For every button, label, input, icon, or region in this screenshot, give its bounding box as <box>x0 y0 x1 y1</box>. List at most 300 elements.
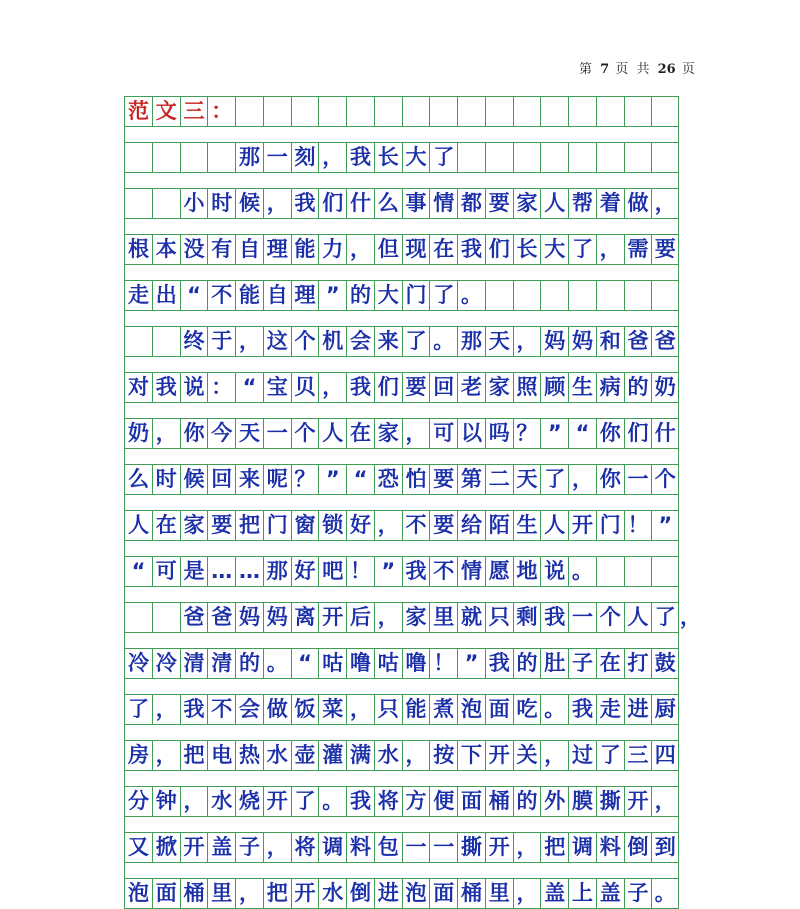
grid-cell: 爸 <box>180 603 208 632</box>
grid-cell: 水 <box>263 741 291 770</box>
grid-cell: 这 <box>263 327 291 356</box>
grid-cell: ！ <box>346 557 374 586</box>
grid-cell <box>124 189 152 218</box>
grid-cell: 怕 <box>402 465 430 494</box>
grid-cell: 呢 <box>263 465 291 494</box>
grid-cell <box>152 327 180 356</box>
grid-cell: 有 <box>207 235 235 264</box>
grid-cell: 那 <box>457 327 485 356</box>
grid-cell: ！ <box>429 649 457 678</box>
grid-cell <box>152 189 180 218</box>
grid-cell: 撕 <box>457 833 485 862</box>
grid-cell: 给 <box>457 511 485 540</box>
grid-cell <box>624 281 652 310</box>
grid-cell: 开 <box>318 603 346 632</box>
grid-cell: 又 <box>124 833 152 862</box>
grid-cell: 做 <box>624 189 652 218</box>
grid-cell: 来 <box>235 465 263 494</box>
grid-row <box>124 234 679 265</box>
grid-cell: 能 <box>291 235 319 264</box>
grid-cell: 在 <box>152 511 180 540</box>
grid-row <box>124 556 679 587</box>
grid-cell: ， <box>263 189 291 218</box>
grid-cell: 大 <box>402 143 430 172</box>
grid-cell: 剩 <box>513 603 541 632</box>
grid-cell: “ <box>568 419 596 448</box>
grid-cell: 撕 <box>596 787 624 816</box>
grid-cell: 妈 <box>263 603 291 632</box>
grid-cell <box>651 557 679 586</box>
grid-cell: 进 <box>624 695 652 724</box>
overflow-punctuation: ， <box>680 605 701 629</box>
grid-cell: 人 <box>540 511 568 540</box>
grid-cell <box>485 281 513 310</box>
grid-cell: 是 <box>180 557 208 586</box>
grid-cell: 倒 <box>346 879 374 908</box>
grid-row <box>124 510 679 541</box>
grid-cell: 能 <box>402 695 430 724</box>
grid-cell: 一 <box>402 833 430 862</box>
grid-cell: ！ <box>624 511 652 540</box>
grid-cell: 出 <box>152 281 180 310</box>
grid-cell: 奶 <box>651 373 679 402</box>
grid-cell: 好 <box>291 557 319 586</box>
grid-cell: 泡 <box>402 879 430 908</box>
grid-cell: 打 <box>624 649 652 678</box>
grid-cell: 门 <box>263 511 291 540</box>
grid-cell: ， <box>318 373 346 402</box>
grid-cell: 开 <box>624 787 652 816</box>
grid-cell: 进 <box>374 879 402 908</box>
grid-cell: ， <box>540 741 568 770</box>
grid-cell: 的 <box>513 787 541 816</box>
grid-cell: 了 <box>124 695 152 724</box>
grid-cell: 了 <box>568 235 596 264</box>
grid-cell: ， <box>513 833 541 862</box>
grid-cell: 会 <box>346 327 374 356</box>
grid-cell: ， <box>568 465 596 494</box>
grid-cell: 外 <box>540 787 568 816</box>
grid-cell: 天 <box>235 419 263 448</box>
grid-cell: 以 <box>457 419 485 448</box>
page-suffix: 页 <box>681 62 697 77</box>
grid-cell <box>624 143 652 172</box>
grid-cell: 了 <box>429 281 457 310</box>
grid-row <box>124 832 679 863</box>
grid-cell <box>207 143 235 172</box>
grid-cell: 自 <box>263 281 291 310</box>
grid-cell: 走 <box>596 695 624 724</box>
grid-cell: 在 <box>429 235 457 264</box>
grid-cell: 们 <box>374 373 402 402</box>
grid-cell: 清 <box>207 649 235 678</box>
grid-cell: 盖 <box>207 833 235 862</box>
grid-cell: ， <box>318 143 346 172</box>
grid-cell: 刻 <box>291 143 319 172</box>
grid-cell: 人 <box>318 419 346 448</box>
grid-cell <box>596 97 624 126</box>
grid-cell: 不 <box>429 557 457 586</box>
grid-cell: 妈 <box>540 327 568 356</box>
grid-cell <box>291 97 319 126</box>
grid-cell: ， <box>152 695 180 724</box>
grid-cell: 倒 <box>624 833 652 862</box>
grid-cell: 要 <box>207 511 235 540</box>
grid-cell <box>540 143 568 172</box>
grid-cell: … <box>235 557 263 586</box>
grid-cell: ” <box>318 281 346 310</box>
grid-cell: 情 <box>429 189 457 218</box>
grid-cell: 灌 <box>318 741 346 770</box>
grid-cell: 将 <box>291 833 319 862</box>
grid-cell: 噜 <box>402 649 430 678</box>
grid-cell: ， <box>513 327 541 356</box>
grid-cell <box>624 557 652 586</box>
grid-cell <box>568 143 596 172</box>
grid-cell: 门 <box>596 511 624 540</box>
grid-cell: 了 <box>651 603 679 632</box>
grid-cell: 时 <box>207 189 235 218</box>
grid-cell: 清 <box>180 649 208 678</box>
grid-cell: 我 <box>568 695 596 724</box>
grid-cell: 把 <box>180 741 208 770</box>
grid-cell: 关 <box>513 741 541 770</box>
grid-cell <box>152 603 180 632</box>
grid-cell: 一 <box>263 419 291 448</box>
grid-cell: ， <box>346 235 374 264</box>
grid-cell: “ <box>291 649 319 678</box>
grid-cell: 照 <box>513 373 541 402</box>
grid-cell: 没 <box>180 235 208 264</box>
grid-cell <box>485 97 513 126</box>
grid-cell: 。 <box>568 557 596 586</box>
grid-cell: “ <box>180 281 208 310</box>
grid-cell: 。 <box>540 695 568 724</box>
grid-cell: 煮 <box>429 695 457 724</box>
grid-cell <box>263 97 291 126</box>
grid-cell: 可 <box>152 557 180 586</box>
grid-cell: 地 <box>513 557 541 586</box>
grid-cell: ， <box>180 787 208 816</box>
grid-cell: 们 <box>485 235 513 264</box>
grid-cell: 个 <box>291 419 319 448</box>
grid-cell: 你 <box>596 465 624 494</box>
grid-cell: ： <box>207 373 235 402</box>
grid-cell: 长 <box>513 235 541 264</box>
grid-cell: 分 <box>124 787 152 816</box>
grid-cell: 长 <box>374 143 402 172</box>
grid-cell: 泡 <box>124 879 152 908</box>
grid-cell: 钟 <box>152 787 180 816</box>
grid-row <box>124 786 679 817</box>
grid-cell: 满 <box>346 741 374 770</box>
grid-cell: 肚 <box>540 649 568 678</box>
grid-cell <box>235 97 263 126</box>
grid-cell: 开 <box>263 787 291 816</box>
grid-cell: 桶 <box>180 879 208 908</box>
grid-cell: 爸 <box>207 603 235 632</box>
grid-row <box>124 372 679 403</box>
grid-cell: 水 <box>374 741 402 770</box>
grid-cell: 文 <box>152 97 180 126</box>
grid-cell: 四 <box>651 741 679 770</box>
grid-cell: ” <box>374 557 402 586</box>
grid-cell: 里 <box>429 603 457 632</box>
grid-cell: 下 <box>457 741 485 770</box>
grid-cell: 个 <box>651 465 679 494</box>
grid-cell: 把 <box>263 879 291 908</box>
grid-row <box>124 96 679 127</box>
grid-cell <box>540 281 568 310</box>
grid-cell: ” <box>540 419 568 448</box>
grid-cell: 人 <box>624 603 652 632</box>
grid-cell: 只 <box>485 603 513 632</box>
grid-cell: 理 <box>291 281 319 310</box>
grid-cell: 说 <box>180 373 208 402</box>
grid-cell: ， <box>596 235 624 264</box>
grid-cell: 都 <box>457 189 485 218</box>
grid-cell: 厨 <box>651 695 679 724</box>
grid-cell: 愿 <box>485 557 513 586</box>
grid-cell: 人 <box>540 189 568 218</box>
grid-cell: 上 <box>568 879 596 908</box>
grid-cell: ， <box>152 741 180 770</box>
grid-cell: 回 <box>429 373 457 402</box>
grid-cell: 小 <box>180 189 208 218</box>
grid-cell: 我 <box>402 557 430 586</box>
grid-cell <box>568 281 596 310</box>
grid-cell: 老 <box>457 373 485 402</box>
grid-cell <box>540 97 568 126</box>
grid-cell <box>485 143 513 172</box>
grid-cell: 么 <box>374 189 402 218</box>
grid-cell: 好 <box>346 511 374 540</box>
grid-cell <box>651 143 679 172</box>
grid-cell <box>374 97 402 126</box>
grid-row <box>124 418 679 449</box>
grid-cell: 一 <box>624 465 652 494</box>
grid-row <box>124 464 679 495</box>
grid-cell: 大 <box>374 281 402 310</box>
grid-cell <box>180 143 208 172</box>
current-page-number: 7 <box>600 62 610 77</box>
grid-cell <box>124 603 152 632</box>
grid-cell: 要 <box>429 465 457 494</box>
grid-cell: 锁 <box>318 511 346 540</box>
grid-cell: 时 <box>152 465 180 494</box>
grid-cell <box>457 97 485 126</box>
grid-cell: 开 <box>568 511 596 540</box>
grid-cell: 只 <box>374 695 402 724</box>
grid-cell: 家 <box>374 419 402 448</box>
grid-cell: 。 <box>457 281 485 310</box>
grid-cell: 子 <box>568 649 596 678</box>
grid-cell: 面 <box>152 879 180 908</box>
grid-cell: 菜 <box>318 695 346 724</box>
grid-cell: 范 <box>124 97 152 126</box>
grid-cell: 候 <box>235 189 263 218</box>
grid-cell: 于 <box>207 327 235 356</box>
grid-cell: 家 <box>402 603 430 632</box>
grid-cell: 咕 <box>318 649 346 678</box>
grid-cell: 帮 <box>568 189 596 218</box>
grid-cell: 按 <box>429 741 457 770</box>
grid-cell: 今 <box>207 419 235 448</box>
grid-cell: 面 <box>485 695 513 724</box>
grid-cell <box>152 143 180 172</box>
grid-cell: 事 <box>402 189 430 218</box>
grid-cell: ， <box>263 833 291 862</box>
total-page-number: 26 <box>657 62 676 77</box>
grid-cell: ， <box>374 603 402 632</box>
grid-cell: 把 <box>540 833 568 862</box>
grid-cell: 来 <box>374 327 402 356</box>
grid-cell: 房 <box>124 741 152 770</box>
grid-cell: 爸 <box>651 327 679 356</box>
grid-cell: 料 <box>596 833 624 862</box>
grid-cell: 不 <box>207 281 235 310</box>
grid-cell: 我 <box>540 603 568 632</box>
grid-cell: 什 <box>346 189 374 218</box>
grid-cell: 里 <box>485 879 513 908</box>
page-prefix: 第 <box>579 62 595 77</box>
grid-cell: 后 <box>346 603 374 632</box>
grid-cell: 调 <box>568 833 596 862</box>
grid-cell: 二 <box>485 465 513 494</box>
grid-cell: 个 <box>291 327 319 356</box>
grid-cell: 方 <box>402 787 430 816</box>
grid-cell: 病 <box>596 373 624 402</box>
grid-cell: 过 <box>568 741 596 770</box>
grid-cell: ： <box>207 97 235 126</box>
grid-cell: 恐 <box>374 465 402 494</box>
grid-cell: 掀 <box>152 833 180 862</box>
grid-cell: ， <box>346 695 374 724</box>
grid-cell: 本 <box>152 235 180 264</box>
grid-cell: 膜 <box>568 787 596 816</box>
grid-cell: 说 <box>540 557 568 586</box>
grid-cell: 的 <box>624 373 652 402</box>
grid-cell: 我 <box>291 189 319 218</box>
grid-cell: ， <box>402 741 430 770</box>
grid-row <box>124 326 679 357</box>
grid-cell: 水 <box>318 879 346 908</box>
grid-cell: 天 <box>485 327 513 356</box>
grid-cell: 要 <box>485 189 513 218</box>
grid-cell: 壶 <box>291 741 319 770</box>
grid-cell: 家 <box>513 189 541 218</box>
grid-cell: 我 <box>180 695 208 724</box>
grid-cell <box>402 97 430 126</box>
grid-cell: 咕 <box>374 649 402 678</box>
grid-cell <box>651 281 679 310</box>
grid-row <box>124 648 679 679</box>
grid-cell: 的 <box>346 281 374 310</box>
grid-cell: 们 <box>318 189 346 218</box>
grid-cell: ， <box>374 511 402 540</box>
grid-cell: 的 <box>235 649 263 678</box>
grid-cell: 吃 <box>513 695 541 724</box>
grid-cell: 力 <box>318 235 346 264</box>
grid-cell <box>513 97 541 126</box>
grid-cell <box>429 97 457 126</box>
grid-cell <box>457 143 485 172</box>
grid-cell: 离 <box>291 603 319 632</box>
grid-cell: 终 <box>180 327 208 356</box>
grid-cell: … <box>207 557 235 586</box>
grid-cell: 奶 <box>124 419 152 448</box>
grid-cell: 要 <box>429 511 457 540</box>
grid-cell: 做 <box>263 695 291 724</box>
grid-cell: ” <box>457 649 485 678</box>
grid-cell: 烧 <box>235 787 263 816</box>
grid-cell: 要 <box>402 373 430 402</box>
grid-cell: 就 <box>457 603 485 632</box>
grid-cell: 需 <box>624 235 652 264</box>
grid-cell: 窗 <box>291 511 319 540</box>
grid-cell: 对 <box>124 373 152 402</box>
grid-cell: 妈 <box>568 327 596 356</box>
grid-cell: 我 <box>457 235 485 264</box>
grid-cell: 大 <box>540 235 568 264</box>
grid-cell <box>124 327 152 356</box>
grid-cell <box>513 143 541 172</box>
grid-cell: 料 <box>346 833 374 862</box>
grid-cell: 那 <box>235 143 263 172</box>
grid-cell: 子 <box>235 833 263 862</box>
grid-cell: 么 <box>124 465 152 494</box>
grid-cell: 一 <box>263 143 291 172</box>
grid-cell: ， <box>152 419 180 448</box>
grid-cell: 开 <box>291 879 319 908</box>
grid-cell: 候 <box>180 465 208 494</box>
grid-cell: 了 <box>596 741 624 770</box>
grid-cell: ， <box>651 189 679 218</box>
grid-cell: 盖 <box>596 879 624 908</box>
grid-row <box>124 694 679 725</box>
grid-cell: 了 <box>429 143 457 172</box>
grid-cell: 和 <box>596 327 624 356</box>
grid-cell: ， <box>651 787 679 816</box>
grid-cell: 我 <box>346 373 374 402</box>
grid-cell: 回 <box>207 465 235 494</box>
grid-row <box>124 188 679 219</box>
grid-cell: 里 <box>207 879 235 908</box>
grid-cell: 便 <box>429 787 457 816</box>
grid-cell: 着 <box>596 189 624 218</box>
grid-cell: 第 <box>457 465 485 494</box>
grid-cell: ？ <box>513 419 541 448</box>
grid-cell: 子 <box>624 879 652 908</box>
grid-cell: 将 <box>374 787 402 816</box>
grid-cell: 吗 <box>485 419 513 448</box>
grid-cell <box>651 97 679 126</box>
page-number-header <box>579 58 697 77</box>
grid-cell: 桶 <box>457 879 485 908</box>
grid-cell: ” <box>651 511 679 540</box>
grid-cell: 噜 <box>346 649 374 678</box>
grid-cell: 开 <box>485 833 513 862</box>
grid-cell: 鼓 <box>651 649 679 678</box>
grid-cell: 到 <box>651 833 679 862</box>
grid-cell: 了 <box>402 327 430 356</box>
grid-cell: 一 <box>429 833 457 862</box>
grid-cell: 要 <box>651 235 679 264</box>
grid-cell: 爸 <box>624 327 652 356</box>
essay-grid-paper <box>124 96 701 905</box>
grid-cell: 我 <box>485 649 513 678</box>
grid-cell: 三 <box>624 741 652 770</box>
